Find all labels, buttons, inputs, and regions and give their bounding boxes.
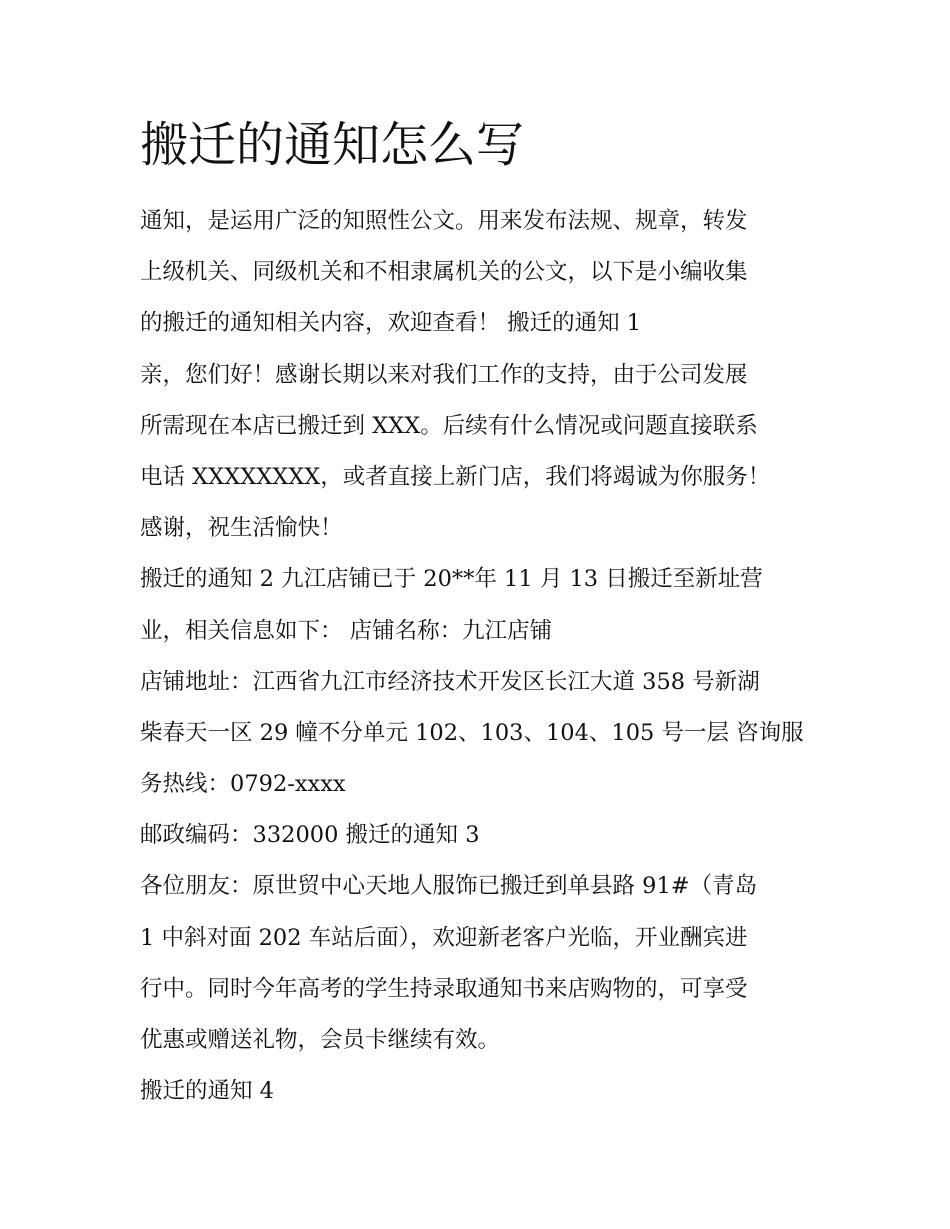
body-line: 邮政编码：332000 搬迁的通知 3 [140, 822, 480, 849]
body-line: 亲，您们好！感谢长期以来对我们工作的支持，由于公司发展 [140, 361, 748, 388]
body-line: 1 中斜对面 202 车站后面），欢迎新老客户光临，开业酬宾进 [140, 924, 748, 951]
body-line: 电话 XXXXXXXX，或者直接上新门店，我们将竭诚为你服务！ [140, 463, 771, 490]
document-title: 搬迁的通知怎么写 [140, 117, 525, 173]
body-line: 店铺地址：江西省九江市经济技术开发区长江大道 358 号新湖 [140, 668, 760, 695]
body-line: 所需现在本店已搬迁到 XXX。后续有什么情况或问题直接联系 [140, 412, 758, 439]
body-line: 上级机关、同级机关和不相隶属机关的公文，以下是小编收集 [140, 259, 748, 286]
body-line: 通知，是运用广泛的知照性公文。用来发布法规、规章，转发 [140, 208, 748, 234]
body-line: 各位朋友：原世贸中心天地人服饰已搬迁到单县路 91#（青岛 [140, 873, 758, 900]
document-body [140, 196, 820, 1117]
body-line: 业，相关信息如下： 店铺名称：九江店铺 [140, 617, 553, 644]
body-line: 感谢，祝生活愉快！ [140, 515, 343, 542]
body-line: 优惠或赠送礼物，会员卡继续有效。 [140, 1027, 501, 1053]
body-line: 务热线：0792-xxxx [140, 771, 346, 798]
body-line: 柴春天一区 29 幢不分单元 102、103、104、105 号一层 咨询服 [140, 719, 804, 746]
body-line: 的搬迁的通知相关内容，欢迎查看！ 搬迁的通知 1 [140, 310, 642, 337]
body-line: 搬迁的通知 2 九江店铺已于 20**年 11 月 13 日搬迁至新址营 [140, 566, 763, 593]
body-line: 行中。同时今年高考的学生持录取通知书来店购物的，可享受 [140, 975, 748, 1002]
body-line: 搬迁的通知 4 [140, 1078, 274, 1105]
